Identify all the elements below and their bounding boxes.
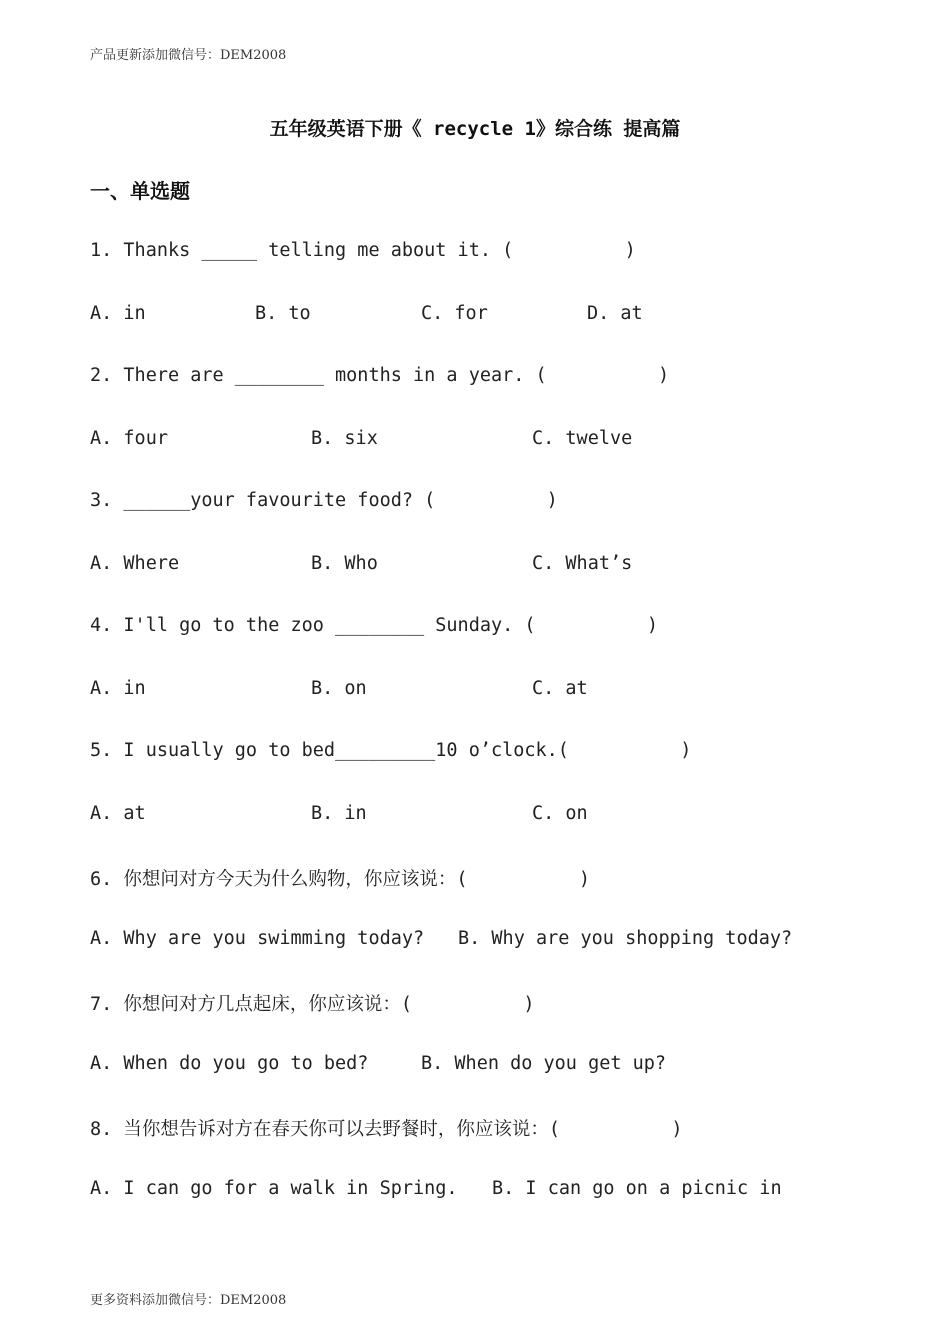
option-c[interactable]: C. at [532, 678, 588, 699]
option-c[interactable]: C. twelve [532, 428, 633, 449]
question-2: 2. There are ________ months in a year. ( ) [90, 365, 670, 386]
option-b[interactable]: B. on [311, 678, 367, 699]
option-a[interactable]: A. in [90, 678, 146, 699]
option-b[interactable]: B. Why are you shopping today? [458, 928, 793, 949]
option-c[interactable]: C. on [532, 803, 588, 824]
document-title: 五年级英语下册《 recycle 1》综合练 提高篇 [269, 118, 681, 140]
option-b[interactable]: B. to [255, 303, 311, 324]
option-a[interactable]: A. I can go for a walk in Spring. [90, 1178, 458, 1199]
section-title: 一、单选题 [90, 179, 190, 203]
option-a[interactable]: A. When do you go to bed? [90, 1053, 369, 1074]
option-b[interactable]: B. When do you get up? [421, 1053, 667, 1074]
option-b[interactable]: B. in [311, 803, 367, 824]
option-a[interactable]: A. four [90, 428, 168, 449]
question-7: 7. 你想问对方几点起床，你应该说：( ) [90, 994, 535, 1015]
question-4: 4. I'll go to the zoo ________ Sunday. ( ) [90, 615, 659, 636]
question-1: 1. Thanks _____ telling me about it. ( ) [90, 240, 636, 261]
option-d[interactable]: D. at [587, 303, 643, 324]
question-8: 8. 当你想告诉对方在春天你可以去野餐时，你应该说：( ) [90, 1119, 683, 1140]
question-6: 6. 你想问对方今天为什么购物，你应该说：( ) [90, 869, 591, 890]
option-b[interactable]: B. Who [311, 553, 378, 574]
question-3: 3. ______your favourite food? ( ) [90, 490, 558, 511]
question-5: 5. I usually go to bed_________10 o’clock.( ) [90, 740, 692, 761]
footer-note: 更多资料添加微信号：DEM2008 [90, 1293, 287, 1308]
option-b[interactable]: B. I can go on a picnic in [492, 1178, 782, 1199]
option-a[interactable]: A. Why are you swimming today? [90, 928, 425, 949]
option-a[interactable]: A. in [90, 303, 146, 324]
option-a[interactable]: A. Where [90, 553, 180, 574]
option-c[interactable]: C. for [421, 303, 488, 324]
option-c[interactable]: C. What’s [532, 553, 633, 574]
option-a[interactable]: A. at [90, 803, 146, 824]
option-b[interactable]: B. six [311, 428, 378, 449]
header-note: 产品更新添加微信号：DEM2008 [90, 48, 287, 63]
